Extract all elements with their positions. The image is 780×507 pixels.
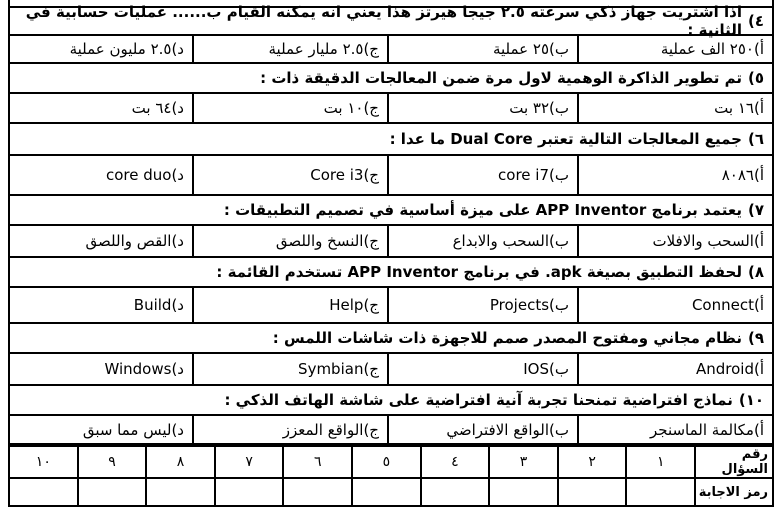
option-c[interactable]: ج) Core i3	[192, 156, 387, 194]
table-cell: ١٠	[9, 446, 78, 478]
answer-cell[interactable]	[9, 478, 78, 506]
answer-cell[interactable]	[78, 478, 147, 506]
table-cell: ٩	[78, 446, 147, 478]
question-number-row	[9, 446, 773, 478]
option-d[interactable]: د) ٢.٥ مليون عملية	[69, 40, 184, 58]
option-d[interactable]: د) ليس مما سبق	[82, 420, 184, 439]
question-5-options	[8, 94, 774, 124]
table-cell: ٢	[558, 446, 627, 478]
answer-code-row	[9, 478, 773, 506]
option-d[interactable]: د) Windows	[104, 360, 184, 378]
question-7-options	[8, 226, 774, 258]
option-a[interactable]: أ) ٨٠٨٦	[577, 156, 772, 194]
answer-table	[8, 445, 774, 507]
answer-cell[interactable]	[283, 478, 352, 506]
answer-cell[interactable]	[558, 478, 627, 506]
table-cell: ٥	[352, 446, 421, 478]
question-6: ٦) جميع المعالجات التالية تعتبر Dual Core ما عدا :	[8, 124, 774, 156]
option-d[interactable]: د) ٦٤ بت	[131, 99, 184, 117]
table-cell: ٦	[283, 446, 352, 478]
option-c[interactable]: ج) Symbian	[192, 354, 387, 384]
question-8: ٨) لحفظ التطبيق بصيغة apk. في برنامج APP Inventor تستخدم القائمة :	[8, 258, 774, 288]
option-b[interactable]: ب) IOS	[387, 354, 577, 384]
question-text: نماذج افتراضية تمنحنا تجربة آنية افتراضية على شاشة الهاتف الذكي :	[224, 391, 733, 409]
question-8-options	[8, 288, 774, 324]
option-c[interactable]: ج) ١٠ بت	[192, 94, 387, 122]
table-cell: ٤	[421, 446, 490, 478]
option-a[interactable]: أ) مكالمة الماسنجر	[577, 416, 772, 443]
answer-cell[interactable]	[626, 478, 695, 506]
question-4	[8, 3, 774, 39]
option-b[interactable]: ب) ٣٢ بت	[387, 94, 577, 122]
option-b[interactable]: ب) Projects	[387, 288, 577, 322]
table-cell: ٧	[215, 446, 284, 478]
question-9-options	[8, 354, 774, 386]
answer-cell[interactable]	[352, 478, 421, 506]
option-d[interactable]: د) core duo	[105, 166, 184, 184]
option-b[interactable]: ب) core i7	[387, 156, 577, 194]
option-a[interactable]: أ) Connect	[577, 288, 772, 322]
option-d[interactable]: د) Build	[133, 296, 184, 314]
answer-cell[interactable]	[215, 478, 284, 506]
table-cell: ٣	[489, 446, 558, 478]
option-c[interactable]: ج) الواقع المعزز	[192, 416, 387, 443]
row-header: رقم السؤال	[695, 446, 773, 478]
question-text: لحفظ التطبيق بصيغة apk. في برنامج APP Inventor تستخدم القائمة :	[216, 263, 742, 281]
option-c[interactable]: ج) النسخ واللصق	[192, 226, 387, 256]
option-a[interactable]: أ) Android	[577, 354, 772, 384]
answer-cell[interactable]	[489, 478, 558, 506]
option-c[interactable]: ج) Help	[192, 288, 387, 322]
question-10-options	[8, 416, 774, 445]
question-10: ١٠) نماذج افتراضية تمنحنا تجربة آنية افتراضية على شاشة الهاتف الذكي :	[8, 386, 774, 416]
option-a[interactable]: أ) ٢٥٠ الف عملية	[577, 36, 772, 62]
question-5: ٥) تم تطوير الذاكرة الوهمية لاول مرة ضمن المعالجات الدقيقة ذات :	[8, 64, 774, 94]
table-cell: ١	[626, 446, 695, 478]
table-cell: ٨	[146, 446, 215, 478]
option-b[interactable]: ب) الواقع الافتراضي	[387, 416, 577, 443]
question-text: نظام مجاني ومفتوح المصدر صمم للاجهزة ذات شاشات اللمس :	[272, 329, 742, 347]
option-a[interactable]: أ) ١٦ بت	[577, 94, 772, 122]
question-4-options	[8, 36, 774, 64]
row-header: رمز الاجابة	[695, 478, 773, 506]
answer-cell[interactable]	[146, 478, 215, 506]
option-a[interactable]: أ) السحب والافلات	[577, 226, 772, 256]
option-b[interactable]: ب) ٢٥ عملية	[387, 36, 577, 62]
question-6-options	[8, 156, 774, 196]
option-d[interactable]: د) القص واللصق	[85, 232, 184, 250]
question-text: اذا اشتريت جهاز ذكي سرعته ٢.٥ جيجا هيرتز هذا يعني انه يمكنه القيام ب...... عمليات حسابية في الثانية :	[25, 3, 742, 39]
question-text: جميع المعالجات التالية تعتبر Dual Core ما عدا :	[389, 130, 742, 148]
question-text: يعتمد برنامج APP Inventor على ميزة أساسية في تصميم التطبيقات :	[223, 201, 742, 219]
option-c[interactable]: ج) ٢.٥ مليار عملية	[192, 36, 387, 62]
question-text: تم تطوير الذاكرة الوهمية لاول مرة ضمن المعالجات الدقيقة ذات :	[260, 69, 742, 87]
question-number: ٤)	[747, 12, 764, 30]
option-b[interactable]: ب) السحب والابداع	[387, 226, 577, 256]
question-7: ٧) يعتمد برنامج APP Inventor على ميزة أساسية في تصميم التطبيقات :	[8, 196, 774, 226]
question-9: ٩) نظام مجاني ومفتوح المصدر صمم للاجهزة ذات شاشات اللمس :	[8, 324, 774, 354]
answer-cell[interactable]	[421, 478, 490, 506]
